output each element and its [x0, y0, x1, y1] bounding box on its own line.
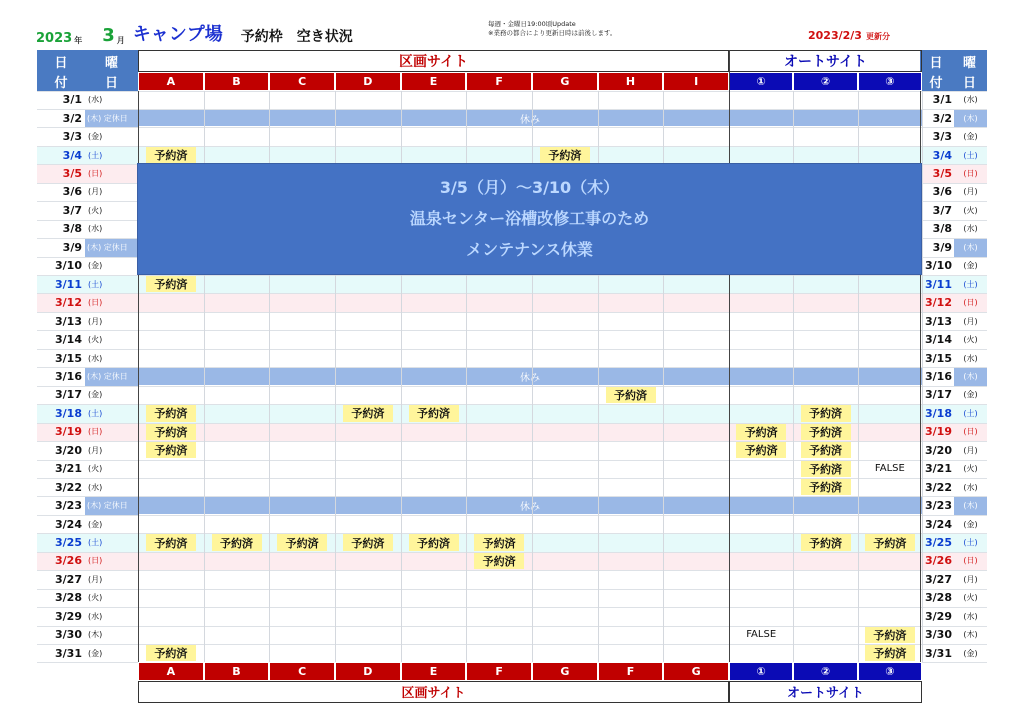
row-weekday-right: (火): [954, 460, 987, 478]
row-date-right: 3/5: [920, 164, 954, 182]
column-header-G: G: [532, 72, 598, 91]
row-weekday-right: (金): [954, 386, 987, 404]
row-weekday: (金): [85, 644, 138, 662]
footer-column-C: C: [269, 662, 335, 681]
row-weekday: (木): [85, 626, 138, 644]
row-weekday-closed: (木) 定休日: [85, 367, 138, 385]
row-date: 3/23: [37, 496, 85, 514]
banner-line1: 3/5（月）～3/10（木）: [439, 178, 620, 198]
grid-line: [37, 349, 987, 350]
update-note: [488, 20, 616, 38]
row-date: 3/30: [37, 626, 85, 644]
row-weekday: (水): [85, 478, 138, 496]
row-weekday-right: (土): [954, 275, 987, 293]
grid-line: [37, 607, 987, 608]
row-background: [138, 552, 922, 570]
update-note-line1: 毎週・金曜日19:00頃Update: [488, 20, 576, 28]
row-date: 3/24: [37, 515, 85, 533]
row-background: [138, 293, 922, 311]
auto-column-header: ③: [858, 72, 922, 91]
footer-column-F: F: [466, 662, 532, 681]
row-date: 3/8: [37, 220, 85, 238]
row-date: 3/12: [37, 293, 85, 311]
reserved-cell: 予約済: [736, 424, 786, 440]
row-date-right: 3/17: [920, 386, 954, 404]
row-date: 3/4: [37, 146, 85, 164]
row-date: 3/28: [37, 589, 85, 607]
row-weekday: (火): [85, 201, 138, 219]
grid-line: [37, 533, 987, 534]
row-weekday-closed: (木) 定休日: [85, 238, 138, 256]
reserved-cell: 予約済: [146, 276, 196, 292]
header-weekday-left: 曜: [85, 50, 138, 72]
footer-column-G: G: [663, 662, 729, 681]
row-weekday: (水): [85, 349, 138, 367]
row-date: 3/29: [37, 607, 85, 625]
reserved-cell: 予約済: [801, 479, 851, 495]
reserved-cell: 予約済: [540, 147, 590, 163]
row-date-right: 3/7: [920, 201, 954, 219]
row-date: 3/6: [37, 183, 85, 201]
row-weekday-right: (水): [954, 349, 987, 367]
reserved-cell: 予約済: [736, 442, 786, 458]
row-weekday-right: (土): [954, 533, 987, 551]
grid-line: [37, 330, 987, 331]
row-date: 3/10: [37, 257, 85, 275]
page-header: [36, 22, 353, 46]
row-date: 3/13: [37, 312, 85, 330]
reserved-cell: 予約済: [409, 405, 459, 421]
grid-line: [37, 404, 987, 405]
header-month: 3: [102, 25, 115, 46]
grid-line: [37, 312, 987, 313]
column-header-C: C: [269, 72, 335, 91]
row-weekday-right: (金): [954, 127, 987, 145]
section-auto-footer: オートサイト: [729, 681, 922, 703]
row-weekday: (土): [85, 533, 138, 551]
row-date-right: 3/1: [920, 91, 954, 109]
row-date-right: 3/12: [920, 293, 954, 311]
row-weekday: (土): [85, 404, 138, 422]
row-date-right: 3/21: [920, 460, 954, 478]
row-weekday-right: (日): [954, 164, 987, 182]
reserved-cell: 予約済: [343, 534, 393, 550]
row-date: 3/2: [37, 109, 85, 127]
reserved-cell: 予約済: [277, 534, 327, 550]
row-weekday-right: (木): [954, 626, 987, 644]
column-header-A: A: [138, 72, 204, 91]
column-header-E: E: [401, 72, 467, 91]
row-date-right: 3/2: [920, 109, 954, 127]
reserved-cell: 予約済: [865, 534, 915, 550]
row-weekday-right: (火): [954, 330, 987, 348]
row-weekday-right: (月): [954, 441, 987, 459]
row-date-right: 3/14: [920, 330, 954, 348]
row-weekday: (水): [85, 607, 138, 625]
updated-date-suffix: 更新分: [865, 32, 890, 41]
row-date-right: 3/8: [920, 220, 954, 238]
row-date: 3/22: [37, 478, 85, 496]
row-date: 3/1: [37, 91, 85, 109]
row-date: 3/27: [37, 570, 85, 588]
header-weekday-right: 曜: [952, 50, 987, 72]
column-header-I: I: [663, 72, 729, 91]
footer-column-A: A: [138, 662, 204, 681]
row-date-right: 3/13: [920, 312, 954, 330]
row-weekday-right: (月): [954, 183, 987, 201]
row-date-right: 3/16: [920, 367, 954, 385]
row-weekday-right: (水): [954, 220, 987, 238]
section-plots-header: 区画サイト: [138, 50, 729, 72]
row-weekday-closed: (木) 定休日: [85, 109, 138, 127]
grid-line: [37, 91, 987, 92]
maintenance-banner: [137, 163, 922, 274]
row-date: 3/31: [37, 644, 85, 662]
row-date-right: 3/19: [920, 423, 954, 441]
row-weekday: (金): [85, 257, 138, 275]
reserved-cell: 予約済: [146, 534, 196, 550]
row-date: 3/14: [37, 330, 85, 348]
row-weekday-closed: (木) 定休日: [85, 496, 138, 514]
row-background: [138, 275, 922, 293]
reserved-cell: 予約済: [801, 405, 851, 421]
grid-line: [37, 626, 987, 627]
grid-line: [37, 386, 987, 387]
row-weekday-right: (土): [954, 404, 987, 422]
row-date-right: 3/22: [920, 478, 954, 496]
reserved-cell: 予約済: [801, 424, 851, 440]
row-date: 3/26: [37, 552, 85, 570]
row-weekday-right: (火): [954, 589, 987, 607]
row-weekday-right: (金): [954, 257, 987, 275]
footer-column-B: B: [204, 662, 270, 681]
row-date-right: 3/25: [920, 533, 954, 551]
grid-line: [37, 552, 987, 553]
row-weekday-right: (土): [954, 146, 987, 164]
row-date: 3/25: [37, 533, 85, 551]
row-date-right: 3/6: [920, 183, 954, 201]
row-date-right: 3/24: [920, 515, 954, 533]
row-date: 3/16: [37, 367, 85, 385]
header-year-suffix: 年: [74, 36, 83, 45]
row-weekday: (金): [85, 386, 138, 404]
header-day-left: 日: [37, 50, 85, 72]
header-weekday-right: 日: [952, 72, 987, 91]
grid-line: [37, 127, 987, 128]
footer-column-F: F: [598, 662, 664, 681]
row-date-right: 3/26: [920, 552, 954, 570]
closed-bar: 休み: [138, 110, 922, 126]
footer-column-E: E: [401, 662, 467, 681]
row-weekday: (日): [85, 423, 138, 441]
grid-line: [37, 423, 987, 424]
grid-line: [729, 50, 730, 703]
row-date-right: 3/28: [920, 589, 954, 607]
row-date-right: 3/23: [920, 496, 954, 514]
grid-line: [37, 496, 987, 497]
row-weekday: (日): [85, 552, 138, 570]
row-weekday: (火): [85, 460, 138, 478]
column-header-D: D: [335, 72, 401, 91]
row-date-right: 3/20: [920, 441, 954, 459]
row-weekday: (月): [85, 441, 138, 459]
row-date-right: 3/18: [920, 404, 954, 422]
row-date: 3/18: [37, 404, 85, 422]
value-cell: FALSE: [874, 463, 905, 475]
grid-line: [37, 293, 987, 294]
grid-line: [37, 109, 987, 110]
grid-line: [37, 460, 987, 461]
row-weekday: (月): [85, 183, 138, 201]
row-weekday: (日): [85, 164, 138, 182]
row-weekday: (火): [85, 330, 138, 348]
reserved-cell: 予約済: [865, 645, 915, 661]
section-plots-footer: 区画サイト: [138, 681, 729, 703]
row-date: 3/15: [37, 349, 85, 367]
row-weekday: (月): [85, 312, 138, 330]
row-date: 3/5: [37, 164, 85, 182]
row-weekday-right: (水): [954, 91, 987, 109]
row-weekday-right: (水): [954, 478, 987, 496]
grid-line: [37, 367, 987, 368]
row-date-right: 3/10: [920, 257, 954, 275]
auto-column-header: ①: [729, 72, 793, 91]
updated-date-value: 2023/2/3: [808, 29, 862, 42]
grid-line: [37, 441, 987, 442]
row-weekday-right-closed: (木): [954, 367, 987, 385]
header-day-right: 付: [920, 72, 952, 91]
grid-line: [37, 515, 987, 516]
row-date: 3/7: [37, 201, 85, 219]
footer-auto-column: ②: [793, 662, 857, 681]
row-date: 3/3: [37, 127, 85, 145]
row-weekday-right: (金): [954, 644, 987, 662]
header-month-suffix: 月: [116, 36, 125, 45]
reserved-cell: 予約済: [606, 387, 656, 403]
footer-auto-column: ①: [729, 662, 793, 681]
reserved-cell: 予約済: [146, 645, 196, 661]
page-subtitle-1: 予約枠: [240, 29, 283, 45]
reserved-cell: 予約済: [146, 147, 196, 163]
row-weekday: (土): [85, 146, 138, 164]
row-date-right: 3/30: [920, 626, 954, 644]
reserved-cell: 予約済: [865, 627, 915, 643]
row-date: 3/11: [37, 275, 85, 293]
page-title: キャンプ場: [132, 24, 223, 45]
column-header-B: B: [204, 72, 270, 91]
reserved-cell: 予約済: [212, 534, 262, 550]
row-weekday-right-closed: (木): [954, 238, 987, 256]
row-weekday-right: (日): [954, 552, 987, 570]
reserved-cell: 予約済: [474, 534, 524, 550]
column-header-F: F: [466, 72, 532, 91]
row-date-right: 3/27: [920, 570, 954, 588]
row-weekday: (金): [85, 515, 138, 533]
row-weekday: (金): [85, 127, 138, 145]
row-weekday: (土): [85, 275, 138, 293]
row-date-right: 3/9: [920, 238, 954, 256]
footer-auto-column: ③: [858, 662, 922, 681]
reserved-cell: 予約済: [801, 442, 851, 458]
row-date-right: 3/4: [920, 146, 954, 164]
row-weekday-right: (月): [954, 312, 987, 330]
grid-line: [37, 570, 987, 571]
row-weekday: (水): [85, 91, 138, 109]
row-date-right: 3/31: [920, 644, 954, 662]
reserved-cell: 予約済: [343, 405, 393, 421]
row-weekday-right-closed: (木): [954, 496, 987, 514]
closed-bar: 休み: [138, 497, 922, 513]
page-subtitle-2: 空き状況: [296, 29, 353, 45]
reserved-cell: 予約済: [409, 534, 459, 550]
header-weekday-left: 日: [85, 72, 138, 91]
column-header-H: H: [598, 72, 664, 91]
row-date-right: 3/15: [920, 349, 954, 367]
reserved-cell: 予約済: [146, 424, 196, 440]
grid-line: [37, 478, 987, 479]
reserved-cell: 予約済: [801, 534, 851, 550]
header-year: 2023: [36, 31, 73, 46]
updated-date: [808, 29, 890, 42]
reserved-cell: 予約済: [146, 405, 196, 421]
row-weekday-right: (水): [954, 607, 987, 625]
reserved-cell: 予約済: [801, 461, 851, 477]
row-weekday: (月): [85, 570, 138, 588]
row-weekday-right: (日): [954, 293, 987, 311]
update-note-line2: ※業務の都合により更新日時は前後します。: [488, 29, 617, 37]
header-day-left: 付: [37, 72, 85, 91]
footer-column-G: G: [532, 662, 598, 681]
reserved-cell: 予約済: [474, 553, 524, 569]
row-weekday-right-closed: (木): [954, 109, 987, 127]
row-weekday-right: (日): [954, 423, 987, 441]
grid-line: [37, 644, 987, 645]
row-background: [138, 146, 922, 164]
row-weekday: (火): [85, 589, 138, 607]
row-date: 3/9: [37, 238, 85, 256]
header-day-right: 日: [920, 50, 952, 72]
closed-bar: 休み: [138, 368, 922, 384]
row-date: 3/20: [37, 441, 85, 459]
footer-column-D: D: [335, 662, 401, 681]
section-auto-header: オートサイト: [729, 50, 922, 72]
availability-table: [37, 50, 987, 710]
row-weekday-right: (金): [954, 515, 987, 533]
reserved-cell: 予約済: [146, 442, 196, 458]
row-date-right: 3/29: [920, 607, 954, 625]
row-weekday: (日): [85, 293, 138, 311]
banner-line2: 温泉センター浴槽改修工事のため: [409, 209, 650, 229]
grid-line: [37, 146, 987, 147]
grid-line: [37, 275, 987, 276]
banner-line3: メンテナンス休業: [466, 240, 593, 260]
row-date: 3/19: [37, 423, 85, 441]
row-weekday-right: (火): [954, 201, 987, 219]
row-date-right: 3/3: [920, 127, 954, 145]
grid-line: [922, 91, 923, 663]
row-date-right: 3/11: [920, 275, 954, 293]
value-cell: FALSE: [746, 629, 777, 641]
row-date: 3/17: [37, 386, 85, 404]
row-weekday-right: (月): [954, 570, 987, 588]
row-date: 3/21: [37, 460, 85, 478]
auto-column-header: ②: [793, 72, 857, 91]
grid-line: [37, 589, 987, 590]
row-weekday: (水): [85, 220, 138, 238]
